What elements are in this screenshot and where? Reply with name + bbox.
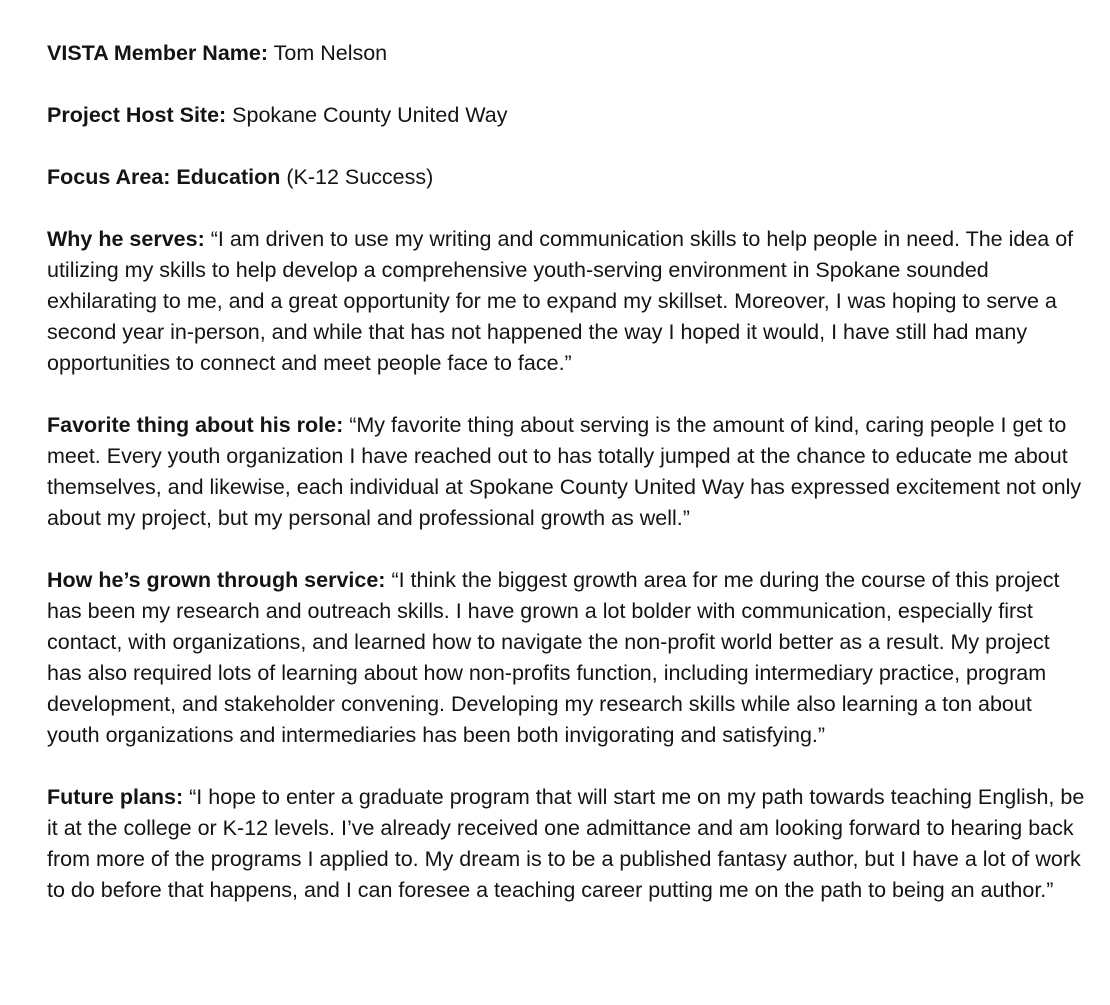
why-serves-text: “I am driven to use my writing and communication skills to help people in need. The idea of utilizing my skills to help develop a comprehensive youth-serving environment in Spokane sounded exhilarating to me, and a great opportunity for me to expand my skillset. Moreover, I was hoping to serve a second year in-person, and while that has not happened the way I hoped it would, I have still had many opportunities to connect and meet people face to face.” <box>47 227 1074 375</box>
favorite-thing-paragraph <box>47 410 1087 534</box>
favorite-thing-text: “My favorite thing about serving is the amount of kind, caring people I get to meet. Every youth organization I have reached out to has totally jumped at the chance to educate me about themselves, and likewise, each individual at Spokane County United Way has expressed excitement not only about my project, but my personal and professional growth as well.” <box>47 413 1082 530</box>
member-name-line <box>47 38 1087 69</box>
member-name-label: VISTA Member Name: <box>47 41 269 65</box>
host-site-line <box>47 100 1087 131</box>
future-plans-paragraph <box>47 782 1087 906</box>
member-name-value: Tom Nelson <box>268 41 388 65</box>
favorite-thing-label: Favorite thing about his role: <box>47 413 344 437</box>
growth-text: “I think the biggest growth area for me during the course of this project has been my research and outreach skills. I have grown a lot bolder with communication, especially first contact, with organizations, and learned how to navigate the non-profit world better as a result. My project has also required lots of learning about how non-profits function, including intermediary practice, program development, and stakeholder convening. Developing my research skills while also learning a ton about youth organizations and intermediaries has been both invigorating and satisfying.” <box>47 568 1060 747</box>
why-serves-paragraph <box>47 224 1087 379</box>
host-site-label: Project Host Site: <box>47 103 227 127</box>
why-serves-label: Why he serves: <box>47 227 205 251</box>
focus-area-line <box>47 162 1087 193</box>
future-plans-label: Future plans: <box>47 785 184 809</box>
member-profile-document <box>47 38 1087 906</box>
focus-area-label: Focus Area: Education <box>47 165 281 189</box>
focus-area-value: (K-12 Success) <box>280 165 434 189</box>
future-plans-text: “I hope to enter a graduate program that will start me on my path towards teaching English, be it at the college or K-12 levels. I’ve already received one admittance and am looking forward to hearing back from more of the programs I applied to. My dream is to be a published fantasy author, but I have a lot of work to do before that happens, and I can foresee a teaching career putting me on the path to being an author.” <box>47 785 1085 902</box>
host-site-value: Spokane County United Way <box>226 103 508 127</box>
growth-label: How he’s grown through service: <box>47 568 386 592</box>
growth-paragraph <box>47 565 1087 751</box>
